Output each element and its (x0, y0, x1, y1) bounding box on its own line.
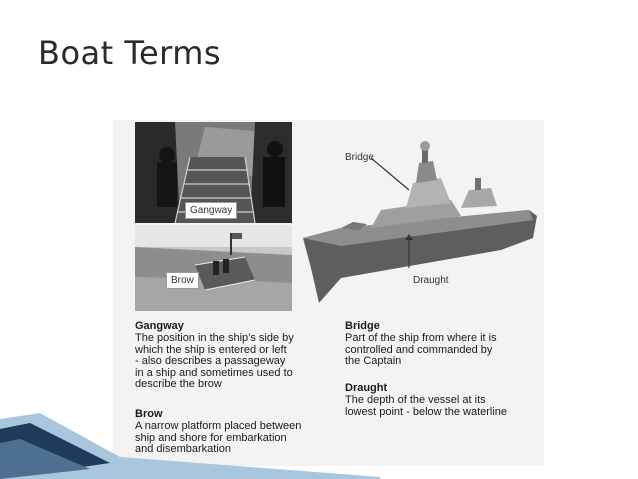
brow-description: A narrow platform placed between ship and shore for embarkation and disembarkation (135, 420, 302, 455)
slide-title: Boat Terms (38, 34, 222, 72)
bridge-term: Bridge (345, 320, 380, 332)
gangway-description: The position in the ship’s side by which the ship is entered or left - also describes a passageway in a ship and sometimes used to describe the brow (135, 332, 294, 390)
bridge-definition (345, 320, 540, 368)
bridge-label: Bridge (345, 152, 374, 163)
brow-photo (135, 225, 292, 311)
gangway-photo-label: Gangway (185, 202, 237, 219)
decorative-swoosh (0, 399, 380, 479)
draught-term: Draught (345, 382, 388, 394)
gangway-definition (135, 320, 335, 391)
draught-label: Draught (413, 275, 449, 286)
draught-description: The depth of the vessel at its lowest point - below the waterline (345, 394, 508, 418)
brow-photo-label: Brow (166, 272, 199, 289)
bridge-description: Part of the ship from where it is controlled and commanded by the Captain (345, 332, 497, 367)
brow-term: Brow (135, 408, 163, 420)
gangway-term: Gangway (135, 320, 184, 332)
